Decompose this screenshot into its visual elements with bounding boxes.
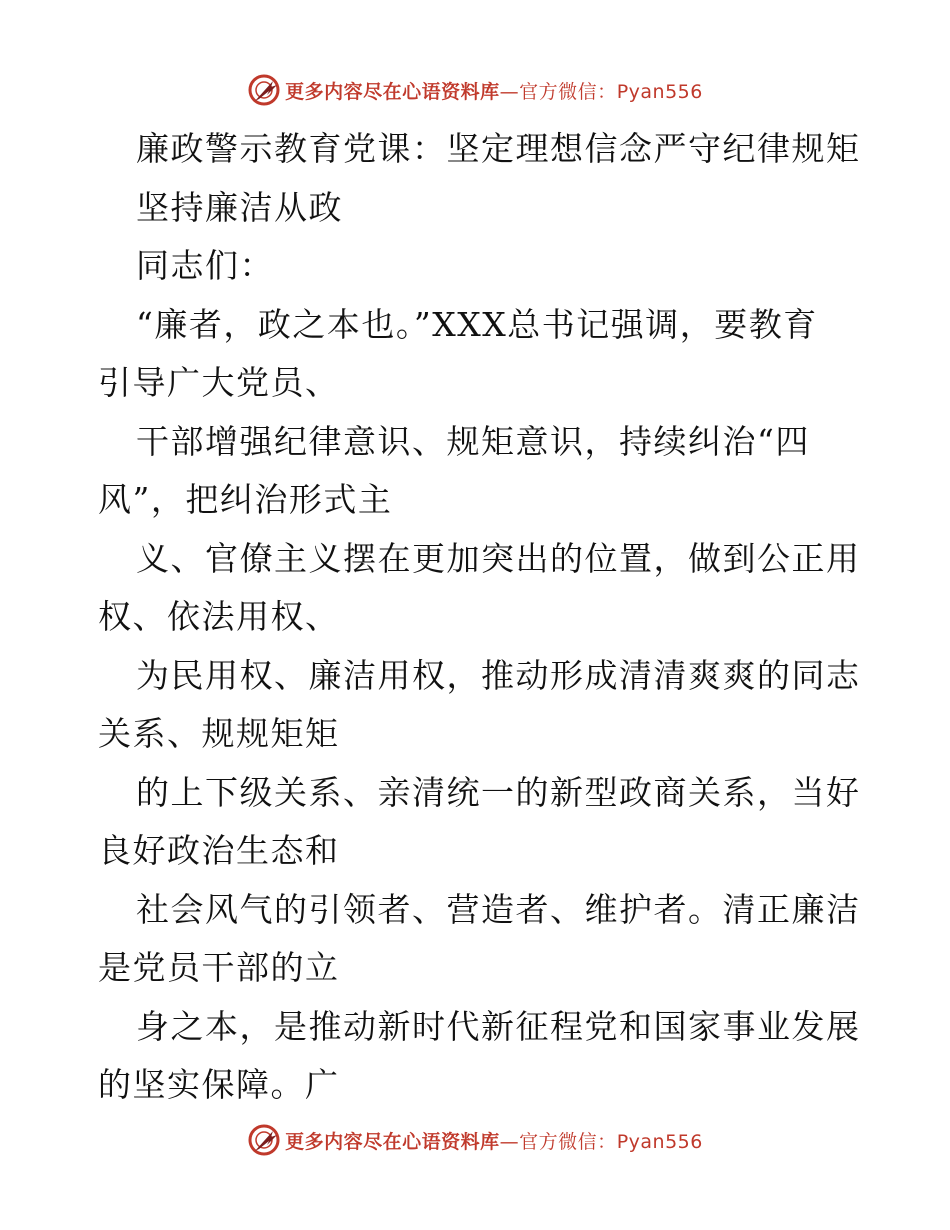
paragraph-line: 的上下级关系、亲清统一的新型政商关系，当好 bbox=[136, 772, 861, 812]
paragraph-line: 引导广大党员、 bbox=[98, 363, 340, 402]
title-line-2: 坚持廉洁从政 bbox=[136, 187, 343, 227]
paragraph-line: 社会风气的引领者、营造者、维护者。清正廉洁 bbox=[136, 889, 861, 929]
watermark-sub-text: 官方微信： bbox=[519, 1130, 617, 1153]
feather-pen-logo-icon bbox=[247, 1123, 281, 1157]
paragraph-line: 义、官僚主义摆在更加突出的位置，做到公正用 bbox=[136, 538, 861, 578]
paragraph-line: “廉者，政之本也。”XXX总书记强调，要教育 bbox=[136, 304, 818, 344]
watermark-sub-text: 官方微信： bbox=[519, 80, 617, 103]
footer-watermark bbox=[0, 1120, 950, 1160]
watermark-main-text: 更多内容尽在心语资料库 bbox=[285, 80, 500, 103]
paragraph-line: 良好政治生态和 bbox=[98, 831, 340, 870]
paragraph-line: 关系、规规矩矩 bbox=[98, 714, 340, 753]
paragraph-line: 身之本，是推动新时代新征程党和国家事业发展 bbox=[136, 1006, 861, 1046]
paragraph-line: 风”，把纠治形式主 bbox=[98, 480, 393, 519]
watermark-dash: — bbox=[499, 80, 520, 103]
watermark-handle: Pyan556 bbox=[616, 1130, 703, 1153]
watermark-dash: — bbox=[499, 1130, 520, 1153]
paragraph-line: 干部增强纪律意识、规矩意识，持续纠治“四 bbox=[136, 421, 810, 461]
paragraph-line: 的坚实保障。广 bbox=[98, 1065, 340, 1104]
salutation: 同志们： bbox=[136, 246, 274, 285]
watermark-handle: Pyan556 bbox=[616, 80, 703, 103]
header-watermark bbox=[0, 70, 950, 110]
document-body bbox=[98, 120, 861, 1115]
paragraph-line: 权、依法用权、 bbox=[98, 597, 340, 636]
watermark-main-text: 更多内容尽在心语资料库 bbox=[285, 1130, 500, 1153]
title-line-1: 廉政警示教育党课：坚定理想信念严守纪律规矩 bbox=[136, 129, 861, 168]
paragraph-line: 是党员干部的立 bbox=[98, 948, 340, 987]
paragraph-line: 为民用权、廉洁用权，推动形成清清爽爽的同志 bbox=[136, 655, 861, 695]
feather-pen-logo-icon bbox=[247, 73, 281, 107]
